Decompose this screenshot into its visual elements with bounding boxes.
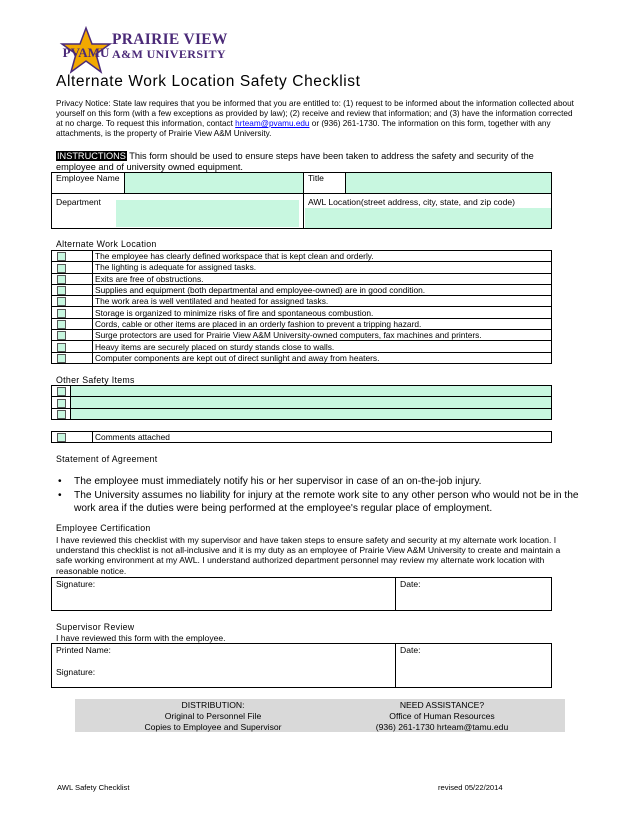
checklist-row: [52, 318, 552, 329]
checklist-row: [52, 341, 552, 352]
awl-checklist: [51, 250, 552, 364]
distribution-heading: DISTRIBUTION:: [181, 700, 245, 710]
comments-attached-label: Comments attached: [93, 432, 552, 443]
other-item-row: [52, 386, 552, 397]
other-section-heading: Other Safety Items: [56, 375, 135, 385]
privacy-text-after: or (936) 261-1730. The information on this form, together with any attachments, is the property of Prairie View A&M University.: [56, 119, 551, 138]
privacy-text-before: Privacy Notice: State law requires that you be informed that you are entitled to: (1) request to be informed about the information collected about yourself on this form (with a few exceptions as provided by law); (2) receive and review that information; and (3) have the information corrected at no charge. To request this information, contact: [56, 99, 574, 128]
checklist-row: [52, 330, 552, 341]
privacy-notice: [56, 99, 576, 139]
other-item-field[interactable]: [71, 408, 552, 419]
agreement-bullet-text: The employee must immediately notify his or her supervisor in case of an on-the-job injury.: [74, 476, 482, 487]
distribution-box: [75, 699, 565, 732]
employee-name-field[interactable]: [125, 173, 304, 194]
instructions-text: This form should be used to ensure steps have been taken to address the safety and security of the employee and of university owned equipment.: [56, 151, 534, 172]
checklist-row: [52, 251, 552, 262]
employee-signature-label: Signature:: [56, 579, 96, 589]
checklist-item-text: The employee has clearly defined workspace that is kept clean and orderly.: [93, 251, 552, 262]
comments-checkbox[interactable]: [57, 433, 66, 442]
footer-left: AWL Safety Checklist: [57, 783, 130, 792]
awl-location-cell: [304, 194, 552, 229]
checkbox[interactable]: [57, 410, 66, 419]
department-field[interactable]: [116, 200, 299, 227]
instructions: [56, 151, 576, 172]
title-label: Title: [304, 173, 346, 194]
checklist-row: [52, 273, 552, 284]
awl-location-field[interactable]: [305, 208, 551, 228]
checkbox[interactable]: [57, 343, 66, 352]
checkbox[interactable]: [57, 320, 66, 329]
distribution-line1: Original to Personnel File: [164, 711, 262, 721]
agreement-bullet: [56, 475, 584, 488]
assistance-heading: NEED ASSISTANCE?: [399, 700, 485, 710]
checklist-item-text: Supplies and equipment (both departmental and employee-owned) are in good condition.: [93, 284, 552, 295]
checkbox[interactable]: [57, 286, 66, 295]
instructions-label: INSTRUCTIONS: [57, 151, 126, 161]
certification-text: I have reviewed this checklist with my supervisor and have taken steps to ensure safety and security at my alternate work location. I understand this checklist is not all-inclusive and it is my duty as an employee of Prairie View A&M University to create and maintain a safe working environment at my AWL. I understand authorized department personnel may review my alternate work location with reasonable notice.: [56, 535, 561, 576]
checklist-item-text: Storage is organized to minimize risks of fire and spontaneous combustion.: [93, 307, 552, 318]
title-field[interactable]: [346, 173, 552, 194]
supervisor-name-signature-field[interactable]: [52, 644, 396, 688]
supervisor-date-field[interactable]: [396, 644, 552, 688]
agreement-bullet-text: The University assumes no liability for injury at the remote work site to any other person who would not be in the work area if the duties were being performed at the employee's regular place of employment.: [74, 490, 579, 514]
checkbox[interactable]: [57, 354, 66, 363]
employee-signature-field[interactable]: [52, 578, 396, 611]
checklist-item-text: Exits are free of obstructions.: [93, 273, 552, 284]
printed-name-label: Printed Name:: [56, 645, 111, 655]
other-item-row: [52, 408, 552, 419]
other-item-row: [52, 397, 552, 408]
other-item-field[interactable]: [71, 397, 552, 408]
supervisor-heading: Supervisor Review: [56, 622, 135, 632]
agreement-bullet: [56, 489, 584, 515]
employee-name-label: Employee Name: [52, 173, 125, 194]
logo-text: PVAMU: [62, 45, 110, 60]
assistance-info: [337, 700, 547, 733]
supervisor-date-label: Date:: [400, 645, 421, 655]
awl-section-heading: Alternate Work Location: [56, 239, 157, 249]
agreement-heading: Statement of Agreement: [56, 454, 158, 464]
bullet-icon: •: [58, 476, 62, 487]
university-name-line1: PRAIRIE VIEW: [112, 31, 228, 48]
checklist-item-text: Computer components are kept out of direct sunlight and away from heaters.: [93, 352, 552, 363]
supervisor-text: I have reviewed this form with the employee.: [56, 633, 226, 643]
assistance-line1: Office of Human Resources: [389, 711, 495, 721]
privacy-email-link[interactable]: hrteam@pvamu.edu: [235, 119, 310, 128]
comments-attached-row: [51, 431, 552, 443]
checklist-item-text: The lighting is adequate for assigned tasks.: [93, 262, 552, 273]
checkbox[interactable]: [57, 387, 66, 396]
employee-info-table: [51, 172, 552, 229]
department-cell: [52, 194, 304, 229]
page-title: Alternate Work Location Safety Checklist: [56, 73, 361, 90]
employee-signature-table: [51, 577, 552, 611]
checkbox[interactable]: [57, 252, 66, 261]
bullet-icon: •: [58, 490, 62, 501]
agreement-bullets: [56, 475, 584, 516]
checklist-row: [52, 262, 552, 273]
checkbox[interactable]: [57, 309, 66, 318]
other-item-field[interactable]: [71, 386, 552, 397]
supervisor-signature-label: Signature:: [56, 667, 96, 677]
checklist-item-text: The work area is well ventilated and heated for assigned tasks.: [93, 296, 552, 307]
checklist-row: [52, 296, 552, 307]
university-name: [112, 32, 228, 62]
checklist-row: [52, 352, 552, 363]
awl-location-label: AWL Location(street address, city, state, and zip code): [308, 197, 515, 207]
checkbox[interactable]: [57, 399, 66, 408]
checklist-item-text: Cords, cable or other items are placed in an orderly fashion to prevent a tripping hazard.: [93, 318, 552, 329]
checklist-item-text: Heavy items are securely placed on sturdy stands close to walls.: [93, 341, 552, 352]
checkbox[interactable]: [57, 264, 66, 273]
certification-heading: Employee Certification: [56, 523, 151, 533]
employee-date-field[interactable]: [396, 578, 552, 611]
university-name-line2: A&M UNIVERSITY: [112, 47, 226, 61]
other-safety-items: [51, 385, 552, 420]
footer-right: revised 05/22/2014: [438, 783, 503, 792]
supervisor-signature-table: [51, 643, 552, 688]
distribution-line2: Copies to Employee and Supervisor: [144, 722, 282, 732]
checklist-item-text: Surge protectors are used for Prairie View A&M University-owned computers, fax machines and printers.: [93, 330, 552, 341]
department-label: Department: [56, 197, 101, 207]
checklist-row: [52, 307, 552, 318]
employee-date-label: Date:: [400, 579, 421, 589]
assistance-line2: (936) 261-1730 hrteam@tamu.edu: [375, 722, 509, 732]
checklist-row: [52, 284, 552, 295]
distribution-info: [108, 700, 318, 733]
checkbox[interactable]: [57, 275, 66, 284]
checkbox[interactable]: [57, 297, 66, 306]
pvamu-star-icon: [58, 26, 114, 76]
checkbox[interactable]: [57, 331, 66, 340]
